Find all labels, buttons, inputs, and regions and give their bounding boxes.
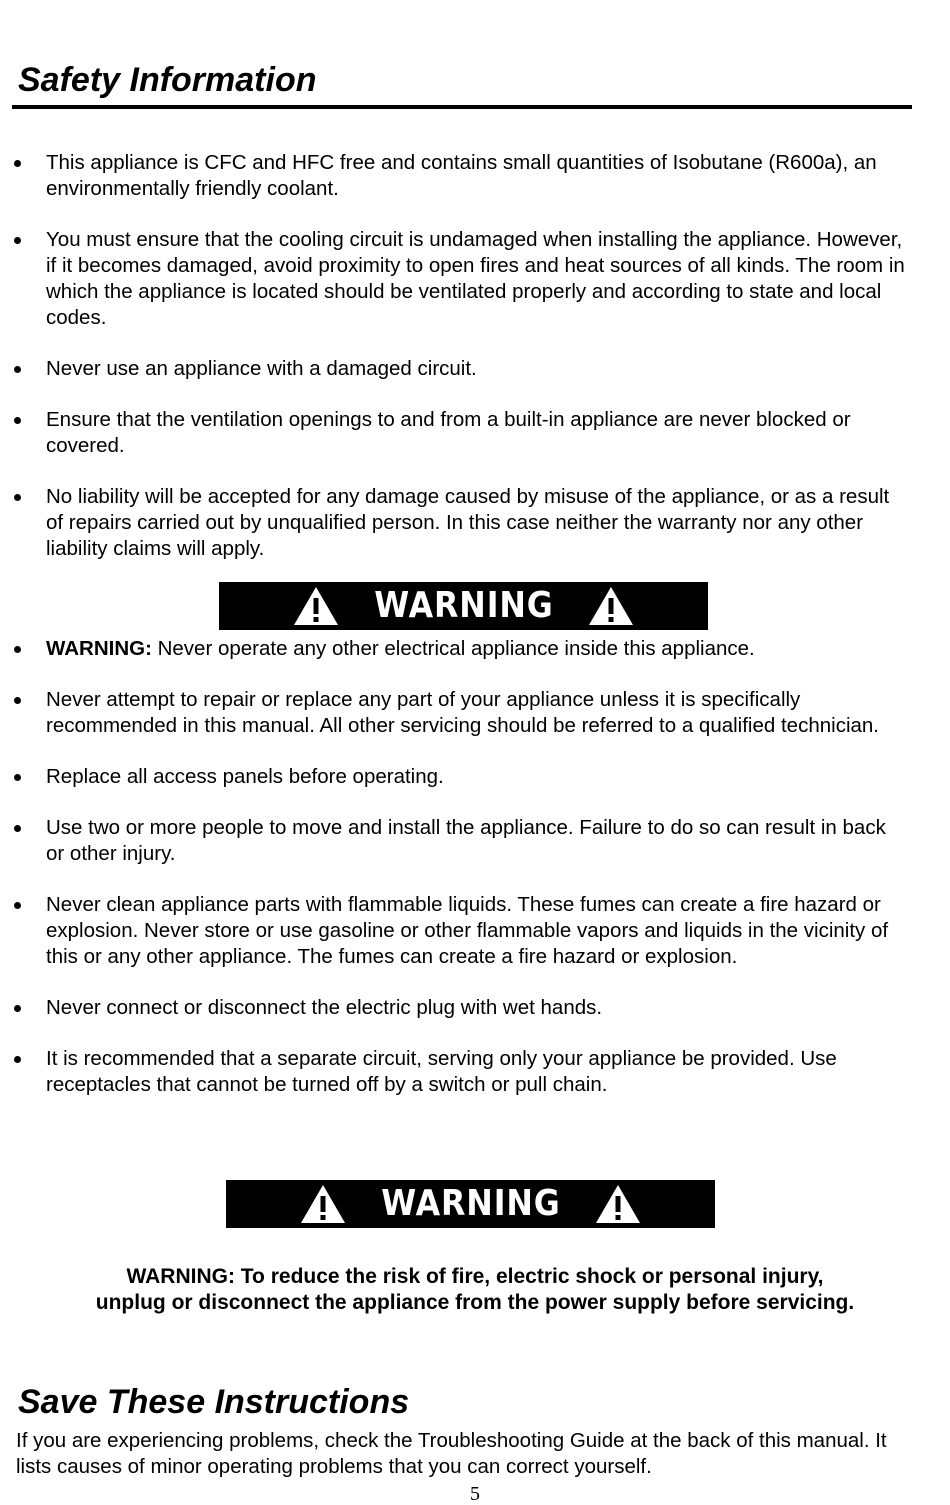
safety-bullet-list-2 [0,636,950,1123]
bullet-item [0,356,906,382]
bullet-text: Replace all access panels before operating. [46,765,444,788]
warning-statement-line-1: WARNING: To reduce the risk of fire, electric shock or personal injury, [126,1265,824,1288]
bullet-text: This appliance is CFC and HFC free and contains small quantities of Isobutane (R600a), an environmentally friendly coolant. [46,151,877,200]
bullet-label: WARNING: [46,637,152,660]
bullet-dot-icon [14,697,21,704]
section-heading-safety-information: Safety Information [18,61,317,99]
safety-bullet-list-1 [0,150,950,587]
troubleshooting-paragraph: If you are experiencing problems, check the Troubleshooting Guide at the back of this manual. It lists causes of minor operating problems that you can correct yourself. [16,1429,887,1478]
bullet-text: Never use an appliance with a damaged circuit. [46,357,477,380]
warning-banner [226,1180,715,1228]
bullet-item [0,995,906,1021]
bullet-item [0,764,906,790]
bullet-item [0,407,906,459]
bullet-dot-icon [14,366,21,373]
warning-triangle-icon [594,1183,642,1225]
warning-triangle-icon [587,585,635,627]
bullet-dot-icon [14,237,21,244]
bullet-dot-icon [14,494,21,501]
bullet-text: Never clean appliance parts with flammable liquids. These fumes can create a fire hazard or explosion. Never store or use gasoline or other flammable vapors and liquids in the vicinity of this or any other appliance. The fumes can create a fire hazard or explosion. [46,893,889,968]
bullet-dot-icon [14,646,21,653]
bullet-text: It is recommended that a separate circuit, serving only your appliance be provided. Use receptacles that cannot be turned off by a switch or pull chain. [46,1047,837,1096]
warning-banner-text: WARNING [373,585,554,626]
bullet-text: Use two or more people to move and install the appliance. Failure to do so can result in back or other injury. [46,816,886,865]
bullet-text: Ensure that the ventilation openings to and from a built-in appliance are never blocked or covered. [46,408,851,457]
bullet-dot-icon [14,774,21,781]
bullet-text: No liability will be accepted for any damage caused by misuse of the appliance, or as a result of repairs carried out by unqualified person. In this case neither the warranty nor any other liability claims will apply. [46,485,890,560]
bullet-item [0,150,906,202]
bullet-item [0,636,906,662]
warning-statement [0,1264,950,1316]
warning-statement-line-2: unplug or disconnect the appliance from the power supply before servicing. [95,1291,855,1314]
warning-banner-text: WARNING [380,1183,561,1224]
bullet-text: Never operate any other electrical appliance inside this appliance. [151,637,755,660]
bullet-item [0,227,906,331]
bullet-item [0,687,906,739]
bullet-item [0,484,906,562]
bullet-dot-icon [14,825,21,832]
bullet-item [0,815,906,867]
warning-triangle-icon [292,585,340,627]
bullet-dot-icon [14,1056,21,1063]
bullet-item [0,892,906,970]
bullet-dot-icon [14,160,21,167]
bullet-dot-icon [14,902,21,909]
bullet-dot-icon [14,417,21,424]
bullet-text: Never connect or disconnect the electric plug with wet hands. [46,996,603,1019]
bullet-dot-icon [14,1005,21,1012]
warning-triangle-icon [299,1183,347,1225]
bullet-text: You must ensure that the cooling circuit is undamaged when installing the appliance. However, if it becomes damaged, avoid proximity to open fires and heat sources of all kinds. The room in which the appliance is located should be ventilated properly and according to state and local codes. [46,228,905,329]
section-heading-save-instructions: Save These Instructions [18,1383,410,1421]
page-number: 5 [470,1483,480,1505]
bullet-item [0,1046,906,1098]
warning-banner [219,582,708,630]
heading-divider [12,105,912,109]
bullet-text: Never attempt to repair or replace any part of your appliance unless it is specifically recommended in this manual. All other servicing should be referred to a qualified technician. [46,688,879,737]
